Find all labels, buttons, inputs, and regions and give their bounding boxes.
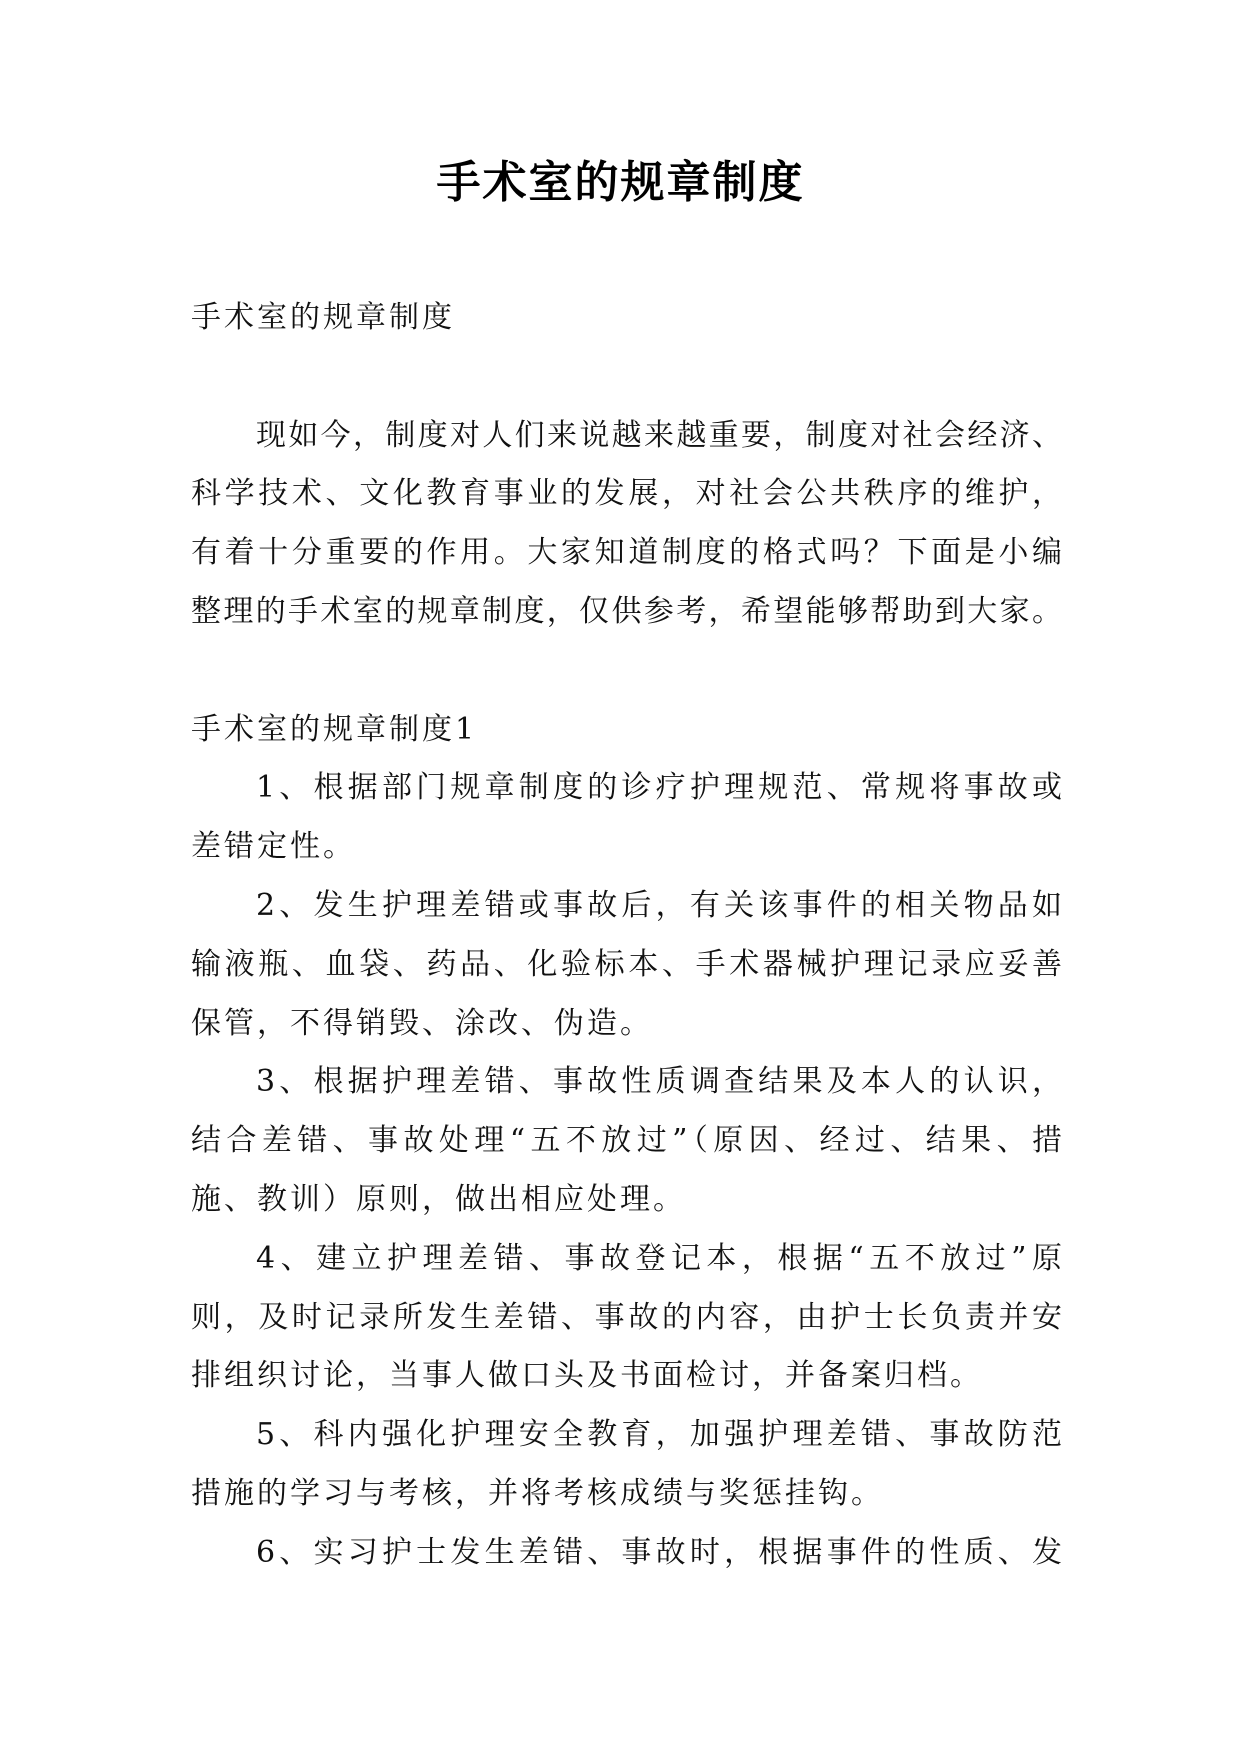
section-heading: 手术室的规章制度1 [191,711,478,747]
document-subtitle: 手术室的规章制度 [191,300,455,335]
rule-line: 3、根据护理差错、事故性质调查结果及本人的认识， [256,1064,1063,1100]
intro-line: 科学技术、文化教育事业的发展，对社会公共秩序的维护， [191,476,1063,512]
rule-item-2 [191,877,1063,1053]
rule-line: 结合差错、事故处理“五不放过”（原因、经过、结果、措 [191,1123,1063,1159]
rule-line: 4、建立护理差错、事故登记本，根据“五不放过”原 [256,1240,1063,1276]
rule-item-1 [191,759,1063,877]
rule-line: 1、根据部门规章制度的诊疗护理规范、常规将事故或 [256,770,1063,806]
rule-line: 则，及时记录所发生差错、事故的内容，由护士长负责并安 [191,1299,1063,1335]
rule-line: 施、教训）原则，做出相应处理。 [191,1181,686,1217]
intro-line: 整理的手术室的规章制度，仅供参考，希望能够帮助到大家。 [191,593,1063,629]
blank-line [191,642,1063,701]
rule-line: 排组织讨论，当事人做口头及书面检讨，并备案归档。 [191,1358,983,1394]
intro-line: 现如今，制度对人们来说越来越重要，制度对社会经济、 [256,417,1063,453]
document-title: 手术室的规章制度 [436,157,805,208]
rule-line: 差错定性。 [191,829,356,865]
rule-line: 5、科内强化护理安全教育，加强护理差错、事故防范 [256,1417,1063,1453]
rule-line: 2、发生护理差错或事故后，有关该事件的相关物品如 [256,887,1063,923]
rule-item-6 [191,1524,1063,1583]
document-body [191,289,1063,1583]
rule-item-5 [191,1406,1063,1524]
rule-line: 保管，不得销毁、涂改、伪造。 [191,1005,653,1041]
rule-line: 6、实习护士发生差错、事故时，根据事件的性质、发 [256,1534,1063,1570]
rule-line: 输液瓶、血袋、药品、化验标本、手术器械护理记录应妥善 [191,946,1063,982]
intro-line: 有着十分重要的作用。大家知道制度的格式吗？下面是小编 [191,535,1063,571]
rule-item-3 [191,1053,1063,1229]
blank-line [191,348,1063,407]
rule-line: 措施的学习与考核，并将考核成绩与奖惩挂钩。 [191,1475,884,1511]
intro-paragraph [191,407,1063,642]
rule-item-4 [191,1230,1063,1406]
